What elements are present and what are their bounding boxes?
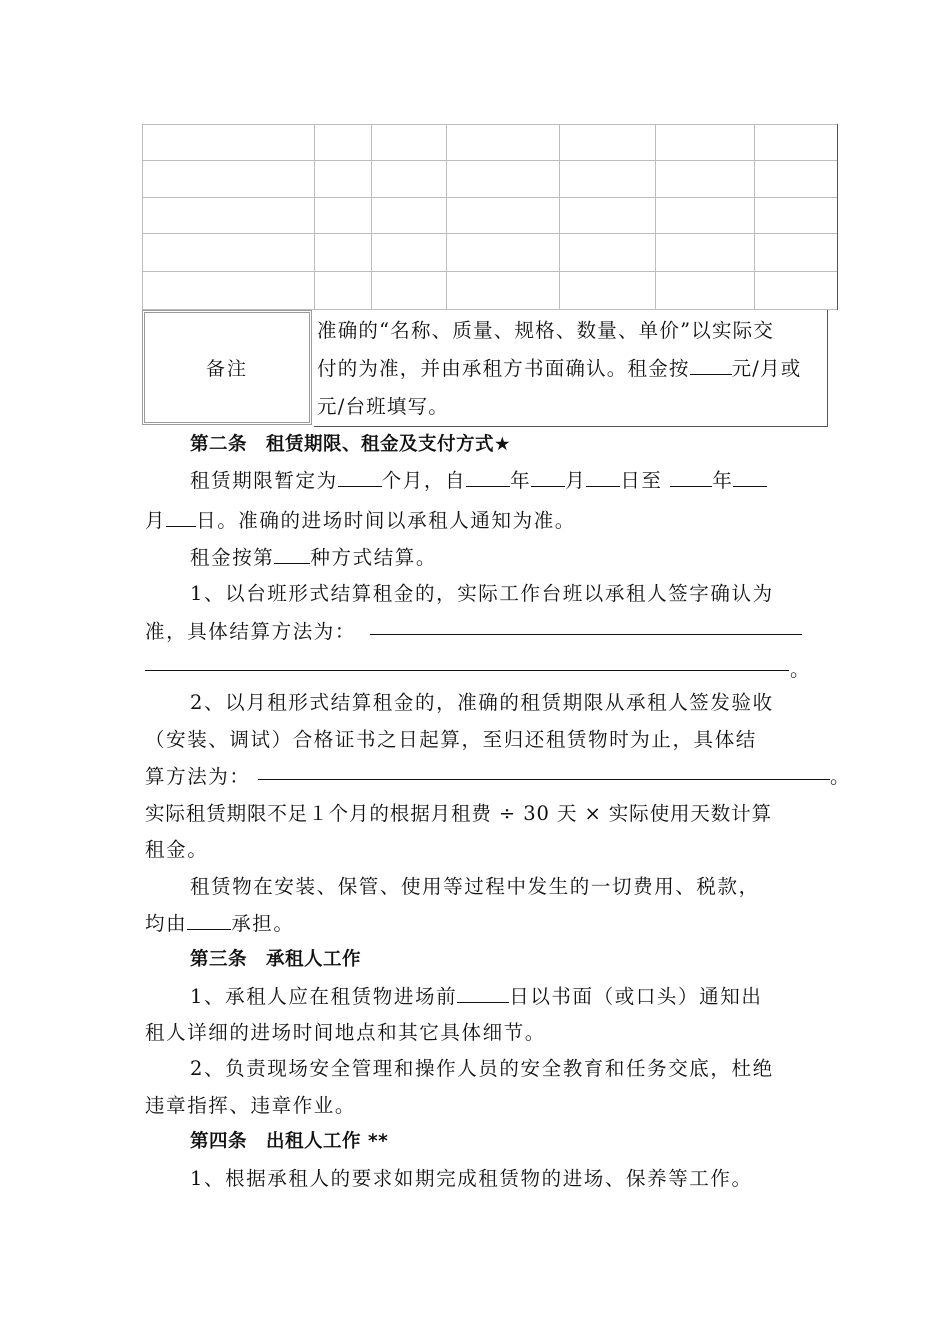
article2-item2-line4: 实际租赁期限不足１个月的根据月租费 ÷ 30 天 × 实际使用天数计算 (145, 802, 772, 825)
article2-term-line2: 月 日。准确的进场时间以承租人通知为准。 (145, 509, 576, 532)
article2-item2-line2: （安装、调试）合格证书之日起算，至归还租赁物时为止，具体结 (145, 728, 757, 751)
equipment-table (142, 124, 838, 310)
article4-heading: 第四条 出租人工作 ** (190, 1131, 389, 1152)
remark-row (142, 310, 838, 427)
period: 。 (790, 658, 812, 681)
article3-item1-line2: 租人详细的进场时间地点和其它具体细节。 (145, 1021, 546, 1044)
remark-label: 备注 (142, 310, 312, 425)
article2-item2-line3: 算方法为： (145, 765, 251, 788)
remark-text (314, 310, 828, 427)
remark-line: 元/台班填写。 (317, 395, 449, 418)
article4-item1: 1、根据承租人的要求如期完成租赁物的进场、保养等工作。 (190, 1167, 753, 1190)
fill-line (258, 779, 830, 780)
article2-heading: 第二条 租赁期限、租金及支付方式★ (190, 434, 512, 455)
period: 。 (830, 765, 852, 788)
remark-line: 付的为准，并由承租方书面确认。租金按 元/月或 (317, 357, 802, 380)
article3-item2-line1: 2、负责现场安全管理和操作人员的安全教育和任务交底，杜绝 (190, 1057, 774, 1080)
fill-line (145, 670, 789, 671)
article2-item1-line2: 准，具体结算方法为： (145, 620, 357, 643)
article2-cost-line2: 均由 承担。 (145, 912, 295, 935)
article2-item2-line1: 2、以月租形式结算租金的，准确的租赁期限从承租人签发验收 (190, 691, 774, 714)
article2-item2-line5: 租金。 (145, 838, 209, 861)
fill-line (370, 634, 802, 635)
article3-item1-line1: 1、承租人应在租赁物进场前 日以书面（或口头）通知出 (190, 985, 763, 1008)
article2-cost-line1: 租赁物在安装、保管、使用等过程中发生的一切费用、税款， (190, 875, 760, 898)
article3-item2-line2: 违章指挥、违章作业。 (145, 1094, 357, 1117)
article2-item1-line1: 1、以台班形式结算租金的，实际工作台班以承租人签字确认为 (190, 582, 774, 605)
article2-term-line: 租赁期限暂定为 个月，自 年 月 日至 年 (190, 465, 767, 493)
article3-heading: 第三条 承租人工作 (190, 949, 362, 970)
article2-settle-line: 租金按第 种方式结算。 (190, 546, 438, 569)
remark-line: 准确的“名称、质量、规格、数量、单价”以实际交 (317, 319, 775, 342)
